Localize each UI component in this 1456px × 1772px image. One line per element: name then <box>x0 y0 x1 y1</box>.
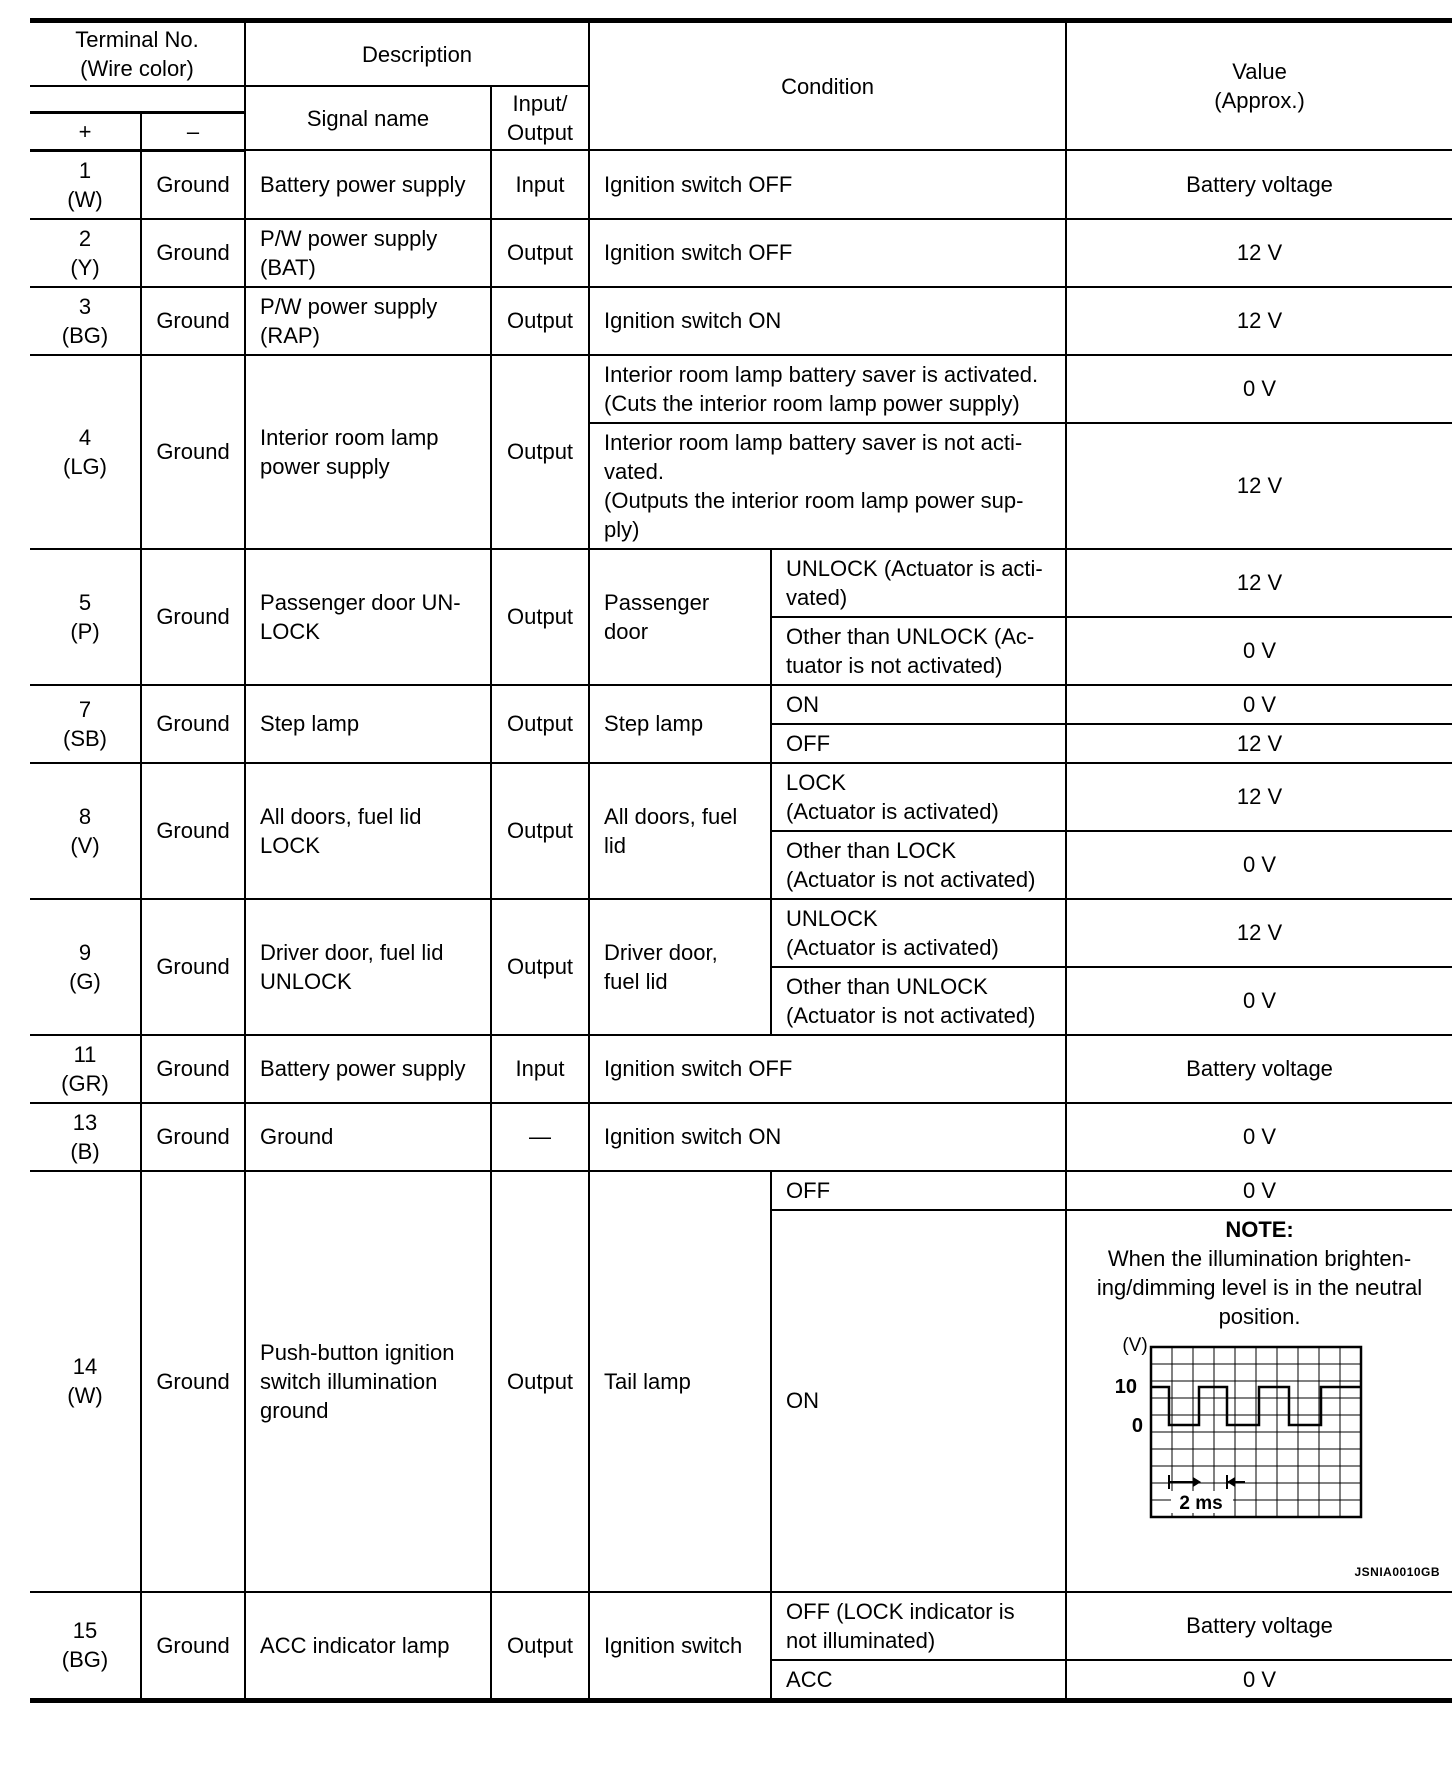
condition-line: All doors, fuel <box>604 803 738 829</box>
table-row <box>30 150 1452 219</box>
wire-color: (Y) <box>70 254 100 280</box>
signal-cell <box>245 219 491 287</box>
sub-condition-cell <box>771 617 1066 685</box>
condition-cell <box>589 423 1066 549</box>
condition-line: (Cuts the interior room lamp power supply) <box>604 390 1020 416</box>
wire-color: (B) <box>70 1138 100 1164</box>
table-row <box>30 549 1452 617</box>
signal-cell <box>245 899 491 1035</box>
condition-cell <box>589 355 1066 423</box>
wire-color: (W) <box>67 186 103 212</box>
condition-line: (Outputs the interior room lamp power sup- <box>604 487 1024 513</box>
terminal-cell <box>30 1592 141 1701</box>
terminal-cell <box>30 1035 141 1103</box>
sub-condition-line: (Actuator is activated) <box>786 798 999 824</box>
wire-color: (SB) <box>63 725 107 751</box>
signal-cell: Battery power supply <box>245 150 491 219</box>
signal-name-header: Signal name <box>245 86 491 150</box>
value-cell: 0 V <box>1066 617 1452 685</box>
condition-cell: Ignition switch ON <box>589 287 1066 355</box>
signal-cell <box>245 549 491 685</box>
waveform-chart <box>1073 1337 1445 1547</box>
signal-cell: ACC indicator lamp <box>245 1592 491 1701</box>
sub-condition-line: LOCK <box>786 769 846 795</box>
io-cell: Output <box>491 1592 589 1701</box>
plus-header: + <box>30 112 141 150</box>
terminal-cell <box>30 355 141 549</box>
signal-cell: Step lamp <box>245 685 491 763</box>
sub-condition-line: (Actuator is not activated) <box>786 866 1036 892</box>
ground-cell: Ground <box>141 1171 245 1592</box>
terminal-number: 2 <box>78 225 92 251</box>
table-row <box>30 685 1452 724</box>
condition-cell: Tail lamp <box>589 1171 771 1592</box>
ground-cell: Ground <box>141 355 245 549</box>
signal-line: LOCK <box>260 832 320 858</box>
note-title: NOTE: <box>1225 1216 1294 1242</box>
sub-condition-cell <box>771 763 1066 831</box>
ground-cell: Ground <box>141 763 245 899</box>
signal-line: All doors, fuel lid <box>260 803 422 829</box>
wire-color: (BG) <box>61 1647 109 1672</box>
signal-line: Interior room lamp <box>260 424 439 450</box>
sub-condition-cell <box>771 899 1066 967</box>
condition-cell: Ignition switch <box>589 1592 771 1701</box>
sub-condition-line: not illuminated) <box>786 1627 936 1653</box>
value-cell: 12 V <box>1066 899 1452 967</box>
signal-cell <box>245 763 491 899</box>
signal-line: UNLOCK <box>260 968 352 994</box>
condition-cell: Ignition switch OFF <box>589 219 1066 287</box>
value-cell-waveform <box>1066 1210 1452 1592</box>
value-cell: 0 V <box>1066 1171 1452 1210</box>
value-cell: 12 V <box>1066 219 1452 287</box>
value-cell: 12 V <box>1066 763 1452 831</box>
terminal-number: 3 <box>78 293 92 319</box>
value-cell: 0 V <box>1066 685 1452 724</box>
signal-cell <box>245 1171 491 1592</box>
figure-id: JSNIA0010GB <box>1354 1564 1441 1579</box>
value-cell: 12 V <box>1066 423 1452 549</box>
io-cell: Output <box>491 219 589 287</box>
io-cell: Output <box>491 899 589 1035</box>
description-header: Description <box>245 21 589 87</box>
ground-cell: Ground <box>141 150 245 219</box>
waveform-figure <box>1073 1337 1446 1587</box>
signal-cell: Battery power supply <box>245 1035 491 1103</box>
sub-condition-line: vated) <box>786 584 848 610</box>
sub-condition-line: (Actuator is not activated) <box>786 1002 1036 1028</box>
terminal-number: 4 <box>78 424 92 450</box>
terminal-cell <box>30 219 141 287</box>
terminal-number: 9 <box>78 939 92 965</box>
sub-condition-cell <box>771 831 1066 899</box>
io-cell: Output <box>491 685 589 763</box>
wire-color: (G) <box>69 968 101 994</box>
condition-line: Interior room lamp battery saver is not acti- <box>604 429 1023 455</box>
terminal-number: 14 <box>72 1354 98 1379</box>
value-cell: 12 V <box>1066 549 1452 617</box>
wire-color-label: (Wire color) <box>80 56 194 81</box>
terminal-cell <box>30 899 141 1035</box>
condition-cell: Ignition switch ON <box>589 1103 1066 1171</box>
signal-line: switch illumination <box>260 1368 438 1394</box>
sub-condition-line: (Actuator is activated) <box>786 934 999 960</box>
ground-cell: Ground <box>141 287 245 355</box>
wire-color: (W) <box>67 1383 103 1408</box>
table-row <box>30 219 1452 287</box>
terminal-number: 1 <box>78 157 92 183</box>
output-label: Output <box>507 120 574 145</box>
ground-cell: Ground <box>141 1035 245 1103</box>
sub-condition-line: Other than UNLOCK (Ac- <box>786 623 1035 649</box>
signal-line: Push-button ignition <box>260 1339 455 1365</box>
sub-condition-cell: OFF <box>771 724 1066 763</box>
table-row <box>30 899 1452 967</box>
sub-condition-cell: ON <box>771 685 1066 724</box>
ground-cell: Ground <box>141 899 245 1035</box>
input-output-header <box>491 86 589 150</box>
period-arrowhead-right <box>1227 1477 1235 1487</box>
y-tick-10: 10 <box>1114 1375 1138 1398</box>
value-cell: Battery voltage <box>1066 1592 1452 1660</box>
terminal-no-header-cont <box>30 86 245 112</box>
condition-line: vated. <box>604 458 664 484</box>
ground-cell: Ground <box>141 685 245 763</box>
condition-cell <box>589 899 771 1035</box>
note-line: ing/dimming level is in the neutral <box>1096 1274 1423 1300</box>
input-label: Input/ <box>512 91 568 116</box>
sub-condition-line: UNLOCK (Actuator is acti- <box>786 555 1043 581</box>
terminal-no-label: Terminal No. <box>75 27 199 52</box>
y-tick-0: 0 <box>1131 1414 1144 1437</box>
table-row <box>30 1103 1452 1171</box>
table-row <box>30 1592 1452 1660</box>
sub-condition-cell <box>771 967 1066 1035</box>
value-header <box>1066 21 1452 151</box>
sub-condition-cell: ACC <box>771 1660 1066 1701</box>
sub-condition-cell: OFF <box>771 1171 1066 1210</box>
ground-cell: Ground <box>141 1103 245 1171</box>
sub-condition-line: Other than UNLOCK <box>786 973 988 999</box>
y-unit-label: (V) <box>1122 1336 1148 1356</box>
ground-cell: Ground <box>141 219 245 287</box>
sub-condition-line: tuator is not activated) <box>786 652 1003 678</box>
condition-cell: Ignition switch OFF <box>589 1035 1066 1103</box>
condition-cell: Ignition switch OFF <box>589 150 1066 219</box>
terminal-cell <box>30 1103 141 1171</box>
note-line: When the illumination brighten- <box>1107 1245 1412 1271</box>
signal-line: LOCK <box>260 618 320 644</box>
value-cell: 0 V <box>1066 967 1452 1035</box>
wire-color: (BG) <box>61 322 109 348</box>
io-cell: Output <box>491 287 589 355</box>
wire-color: (LG) <box>63 453 107 479</box>
terminal-cell <box>30 150 141 219</box>
table-row <box>30 355 1452 423</box>
terminal-number: 11 <box>73 1041 97 1067</box>
sub-condition-line: Other than LOCK <box>786 837 957 863</box>
table-row <box>30 287 1452 355</box>
io-cell: Input <box>491 1035 589 1103</box>
table-row <box>30 763 1452 831</box>
sub-condition-cell <box>771 1592 1066 1660</box>
terminal-cell <box>30 287 141 355</box>
terminal-spec-table <box>30 18 1452 1703</box>
value-cell: Battery voltage <box>1066 150 1452 219</box>
terminal-number: 8 <box>78 803 92 829</box>
period-label: 2 ms <box>1179 1492 1223 1514</box>
condition-cell <box>589 549 771 685</box>
terminal-number: 15 <box>72 1618 98 1643</box>
terminal-number: 5 <box>78 589 92 615</box>
value-cell: Battery voltage <box>1066 1035 1452 1103</box>
signal-line: Passenger door UN- <box>260 589 461 615</box>
condition-line: ply) <box>604 516 640 542</box>
note-line: position. <box>1218 1303 1301 1329</box>
period-arrowhead-left <box>1193 1477 1201 1487</box>
signal-line: (BAT) <box>260 254 316 280</box>
wire-color: (P) <box>70 618 100 644</box>
sub-condition-cell <box>771 549 1066 617</box>
signal-line: Driver door, fuel lid <box>260 939 444 965</box>
header-row-1 <box>30 21 1452 87</box>
condition-line: door <box>604 618 649 644</box>
wire-color: (V) <box>70 832 100 858</box>
sub-condition-cell: ON <box>771 1210 1066 1592</box>
signal-line: P/W power supply <box>260 293 438 319</box>
value-cell: 12 V <box>1066 287 1452 355</box>
io-cell: Output <box>491 355 589 549</box>
table-row <box>30 1035 1452 1103</box>
sub-condition-line: UNLOCK <box>786 905 878 931</box>
value-cell: 0 V <box>1066 831 1452 899</box>
signal-line: power supply <box>260 453 390 479</box>
ground-cell: Ground <box>141 549 245 685</box>
condition-line: Interior room lamp battery saver is activated. <box>604 361 1039 387</box>
terminal-cell <box>30 1171 141 1592</box>
value-label: Value <box>1232 59 1287 84</box>
condition-line: Passenger <box>604 589 710 615</box>
io-cell: Output <box>491 549 589 685</box>
ground-cell: Ground <box>141 1592 245 1701</box>
sub-condition-line: OFF (LOCK indicator is <box>786 1598 1015 1624</box>
minus-header: – <box>141 112 245 150</box>
signal-cell <box>245 355 491 549</box>
io-cell: Input <box>491 150 589 219</box>
value-cell: 0 V <box>1066 1103 1452 1171</box>
terminal-cell <box>30 685 141 763</box>
condition-line: Driver door, <box>604 939 718 965</box>
terminal-number: 13 <box>72 1109 98 1135</box>
signal-cell <box>245 287 491 355</box>
value-cell: 12 V <box>1066 724 1452 763</box>
io-cell: — <box>491 1103 589 1171</box>
signal-line: ground <box>260 1397 329 1423</box>
wire-color: (GR) <box>61 1070 109 1096</box>
condition-header: Condition <box>589 21 1066 151</box>
approx-label: (Approx.) <box>1214 88 1305 113</box>
signal-line: P/W power supply <box>260 225 438 251</box>
terminal-cell <box>30 763 141 899</box>
condition-line: lid <box>604 832 627 858</box>
signal-cell: Ground <box>245 1103 491 1171</box>
value-cell: 0 V <box>1066 1660 1452 1701</box>
table-row <box>30 1171 1452 1210</box>
terminal-no-header <box>30 21 245 87</box>
value-cell: 0 V <box>1066 355 1452 423</box>
terminal-cell <box>30 549 141 685</box>
signal-line: (RAP) <box>260 322 320 348</box>
condition-line: fuel lid <box>604 968 668 994</box>
io-cell: Output <box>491 763 589 899</box>
io-cell: Output <box>491 1171 589 1592</box>
terminal-number: 7 <box>78 696 92 722</box>
note <box>1073 1215 1446 1331</box>
condition-cell <box>589 763 771 899</box>
condition-cell: Step lamp <box>589 685 771 763</box>
